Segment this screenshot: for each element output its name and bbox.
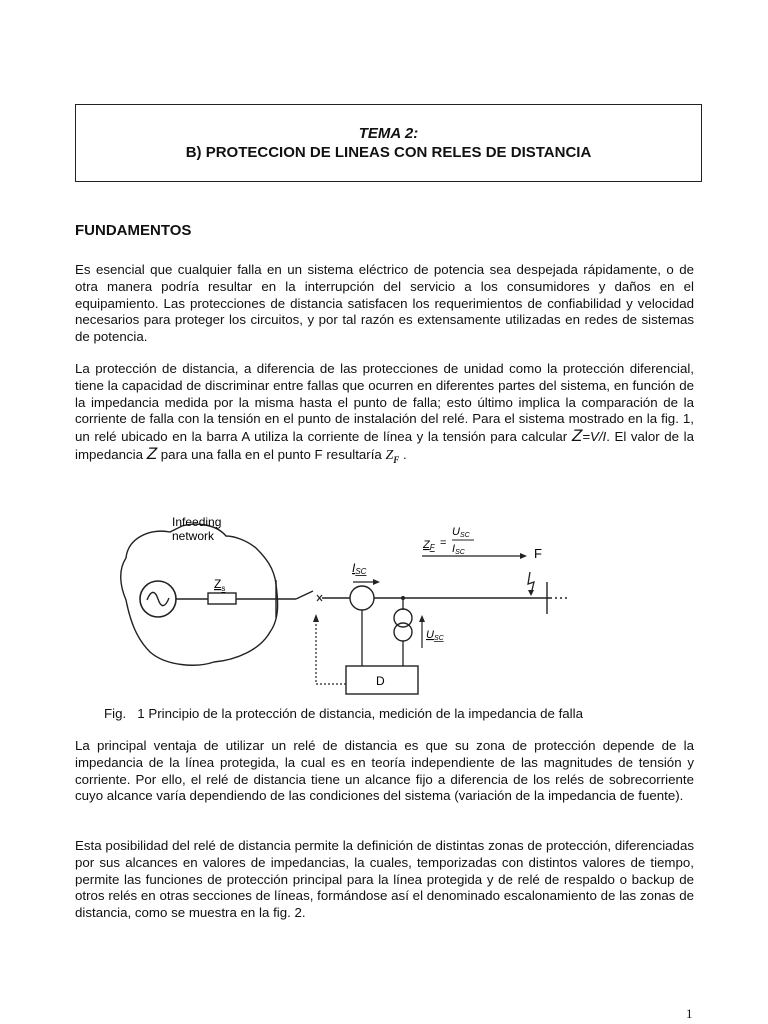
zf-ratio-label: ZF — [423, 539, 435, 552]
zs-impedance — [208, 593, 236, 604]
title-box — [75, 104, 702, 182]
zf-symbol: $Z_F$ — [385, 447, 400, 465]
paragraph-3: La principal ventaja de utilizar un relé de distancia es que su zona de protección depende de la impedancia de la línea protegida, la cual es en teoría independiente de las magnitudes de tensión y corriente. Por ello, el relé de distancia tiene un alcance fijo a diferencia de los relés de sobrecorriente cuyo alcance varía dependiendo de las condiciones del sistema (variación de la impedancia de fuente). — [75, 738, 694, 804]
usc-label: USC — [426, 629, 444, 642]
voltage-transformer — [394, 609, 412, 627]
paragraph-2-part-1: La protección de distancia, a diferencia de las protecciones de unidad como la protección diferencial, tiene la capacidad de discriminar entre fallas que ocurren en diferentes partes del sistema, en función de la impedancia medida por la misma hasta el punto de falla; esto último implica la comparación de la corriente de falla con la tensión en el punto de instalación del relé. Para el sistema mostrado en la fig. 1, un relé ubicado en la barra A utiliza la corriente de línea y la tensión para calcular — [75, 361, 694, 445]
infeeding-label: Infeeding — [172, 515, 222, 529]
paragraph-2 — [75, 361, 694, 469]
zs-label: $Z_s$ — [214, 577, 226, 593]
infeeding-network-cloud — [121, 524, 278, 665]
paragraph-1: Es esencial que cualquier falla en un sistema eléctrico de potencia sea despejada rápidamente, o de otra manera podría resultar en la interrupción del servicio a los consumidores y daños en el equipamiento. Las protecciones de distancia satisfacen los requerimientos de confiabilidad y velocidad necesarios para proteger los circuitos, y por tal razón es extensamente utilizadas en redes de sistemas de potencia. — [75, 262, 694, 345]
isc-label: ISC — [352, 561, 367, 576]
paragraph-2-part-3: para una falla en el punto F resultaría — [157, 446, 386, 462]
paragraph-2-part-2: . El valor de la impedancia — [75, 429, 694, 462]
u-numerator: USC — [452, 526, 470, 539]
z-symbol: Z — [146, 443, 158, 463]
title-line-1: TEMA 2: — [358, 125, 419, 142]
page-number: 1 — [686, 1006, 693, 1021]
paragraph-2-part-4: . — [399, 446, 407, 462]
zf-equals: = — [440, 537, 447, 549]
section-heading: FUNDAMENTOS — [75, 222, 192, 239]
title-line-2: B) PROTECCION DE LINEAS CON RELES DE DISTANCIA — [185, 144, 592, 161]
formula-z: Z — [571, 426, 583, 446]
network-label: network — [172, 529, 215, 543]
formula-rest: =V/I — [582, 429, 607, 445]
relay-label: D — [376, 674, 385, 688]
trip-signal-path — [316, 622, 346, 684]
figure-caption: Fig. 1 Principio de la protección de distancia, medición de la impedancia de falla — [104, 706, 583, 721]
current-transformer — [350, 586, 374, 610]
paragraph-4: Esta posibilidad del relé de distancia permite la definición de distintas zonas de protección, diferenciadas por sus alcances en valores de impedancias, la cuales, temporizadas con distintos valores de tiempo, permite las funciones de protección principal para la línea protegida y de relé de respaldo o backup de otros relés en otras secciones de líneas, formándose así el denominado escalonamiento de las zonas de distancia, como se muestra en la fig. 2. — [75, 838, 694, 921]
fault-f-label: F — [534, 546, 542, 561]
i-denominator: ISC — [452, 543, 465, 556]
distance-protection-diagram — [110, 510, 570, 702]
